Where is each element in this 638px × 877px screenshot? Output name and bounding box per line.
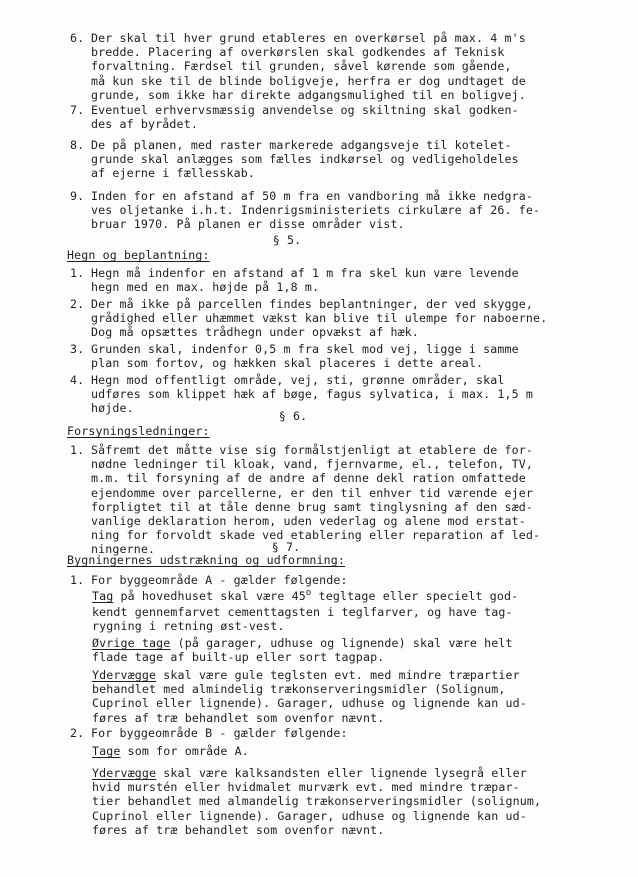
item-number: 2.: [70, 297, 85, 311]
list-item: [70, 103, 590, 131]
paragraph-tage: Tage som for område A.: [92, 744, 249, 758]
item-number: 7.: [70, 103, 85, 117]
item-text: Hegn mod offentligt område, vej, sti, grønne områder, skal udføres som klippet hæk af bøge, fagus sylvatica, i max. 1,5 m højde.: [91, 373, 534, 416]
item-text: Såfremt det måtte vise sig formålstjenligt at etablere de for- nødne ledninger til kloak, vand, fjernvarme, el., telefon, TV, m.m. til forsyning af de andre af denne dekl ration omfattede ejendomme over parcellerne, er den til enhver tid værende ejer forpligtet til at tåle denne brug samt tinglysning af den sæd- vanlige deklaration herom, uden vederlag og alene mod erstat- ning for forvoldt skade ved etablering eller reparation af led- ningerne.: [91, 443, 541, 557]
list-item: [70, 297, 590, 340]
list-item: [70, 138, 590, 181]
paragraph-ovrige-tage: Øvrige tage (på garager, udhuse og lignende) skal være helt flade tage af built-up eller sort tagpap.: [92, 636, 513, 665]
section-heading: Bygningernes udstrækning og udformning:: [67, 553, 346, 567]
item-number: 1.: [70, 266, 85, 280]
paragraph-ydervaegge: Ydervægge skal være gule teglsten evt. med mindre træpartier behandlet med almindelig trækonserveringsmidler (Solignum, Cuprinol eller lignende). Garager, udhuse og lignende kan ud- føres af træ behandlet som ovenfor nævnt.: [92, 668, 527, 725]
label-ydervaegge-b: Ydervægge: [92, 766, 157, 780]
item-number: 8.: [70, 138, 85, 152]
label-tage: Tage: [92, 744, 121, 758]
item-text: For byggeområde A - gælder følgende:: [91, 573, 348, 587]
list-item: [70, 573, 590, 587]
paragraph-tag: Tag på hovedhuset skal være 45$^o$ tegltage eller specielt god- kendt gennemfarvet cementtagsten i teglfarver, og have tag- rygning i retning øst-vest.: [92, 588, 519, 634]
label-ovrige-tage: Øvrige tage: [92, 636, 171, 650]
item-number: 4.: [70, 373, 85, 387]
section-heading: Hegn og beplantning:: [67, 248, 210, 262]
item-number: 9.: [70, 189, 85, 203]
item-text: Der skal til hver grund etableres en overkørsel på max. 4 m's bredde. Placering af overkørslen skal godkendes af Teknisk forvaltning. Færdsel til grunden, såvel kørende som gående, må kun ske til de blinde boligveje, herfra er dog undtaget de grunde, som ikke har direkte adgangsmulighed til en boligvej.: [91, 31, 526, 102]
item-text: Grunden skal, indenfor 0,5 m fra skel mod vej, ligge i samme plan som fortov, og hækken skal placeres i dette areal.: [91, 342, 519, 371]
item-number: 3.: [70, 342, 85, 356]
list-item: [70, 189, 590, 232]
item-number: 2.: [70, 726, 85, 740]
label-tag: Tag: [92, 589, 114, 603]
item-number: 1.: [70, 443, 85, 457]
label-ydervaegge: Ydervægge: [92, 668, 157, 682]
item-text: De på planen, med raster markerede adgangsveje til kotelet- grunde skal anlægges som fælles indkørsel og vedligeholdeles af ejerne i fællesskab.: [91, 138, 519, 181]
section-number: § 6.: [278, 409, 308, 423]
item-number: 1.: [70, 573, 85, 587]
section-number: § 5.: [272, 233, 302, 247]
item-text: Hegn må indenfor en afstand af 1 m fra skel kun være levende hegn med en max. højde på 1,8 m.: [91, 266, 519, 295]
list-item: [70, 342, 590, 370]
section-heading: Forsyningsledninger:: [67, 424, 210, 438]
section-number: § 7.: [271, 540, 301, 554]
item-text: For byggeområde B - gælder følgende:: [91, 726, 348, 740]
list-item: [70, 31, 590, 102]
list-item: [70, 443, 590, 557]
item-text: Der må ikke på parcellen findes beplantninger, der ved skygge, grådighed eller uhæmmet vækst kan blive til ulempe for naboerne. Dog må opsættes trådhegn under opvækst af hæk.: [91, 297, 548, 340]
item-number: 6.: [70, 31, 85, 45]
item-text: Eventuel erhvervsmæssig anvendelse og skiltning skal godken- des af byrådet.: [91, 103, 519, 132]
degree-superscript: o: [305, 588, 312, 598]
paragraph-ydervaegge-b: Ydervægge skal være kalksandsten eller lignende lysegrå eller hvid murstén eller hvidmalet murværk evt. med mindre træpar- tier behandlet med almandelig trækonserveringsmidler (solignum, Cuprinol eller lignende). Garager, udhuse og lignende kan ud- føres af træ behandlet som ovenfor nævnt.: [92, 766, 542, 837]
item-text: Inden for en afstand af 50 m fra en vandboring må ikke nedgra- ves oljetanke i.h.t. Indenrigsministeriets cirkulære af 26. fe- bruar 1970. På planen er disse områder vist.: [91, 189, 541, 232]
list-item: [70, 726, 590, 740]
list-item: [70, 266, 590, 294]
